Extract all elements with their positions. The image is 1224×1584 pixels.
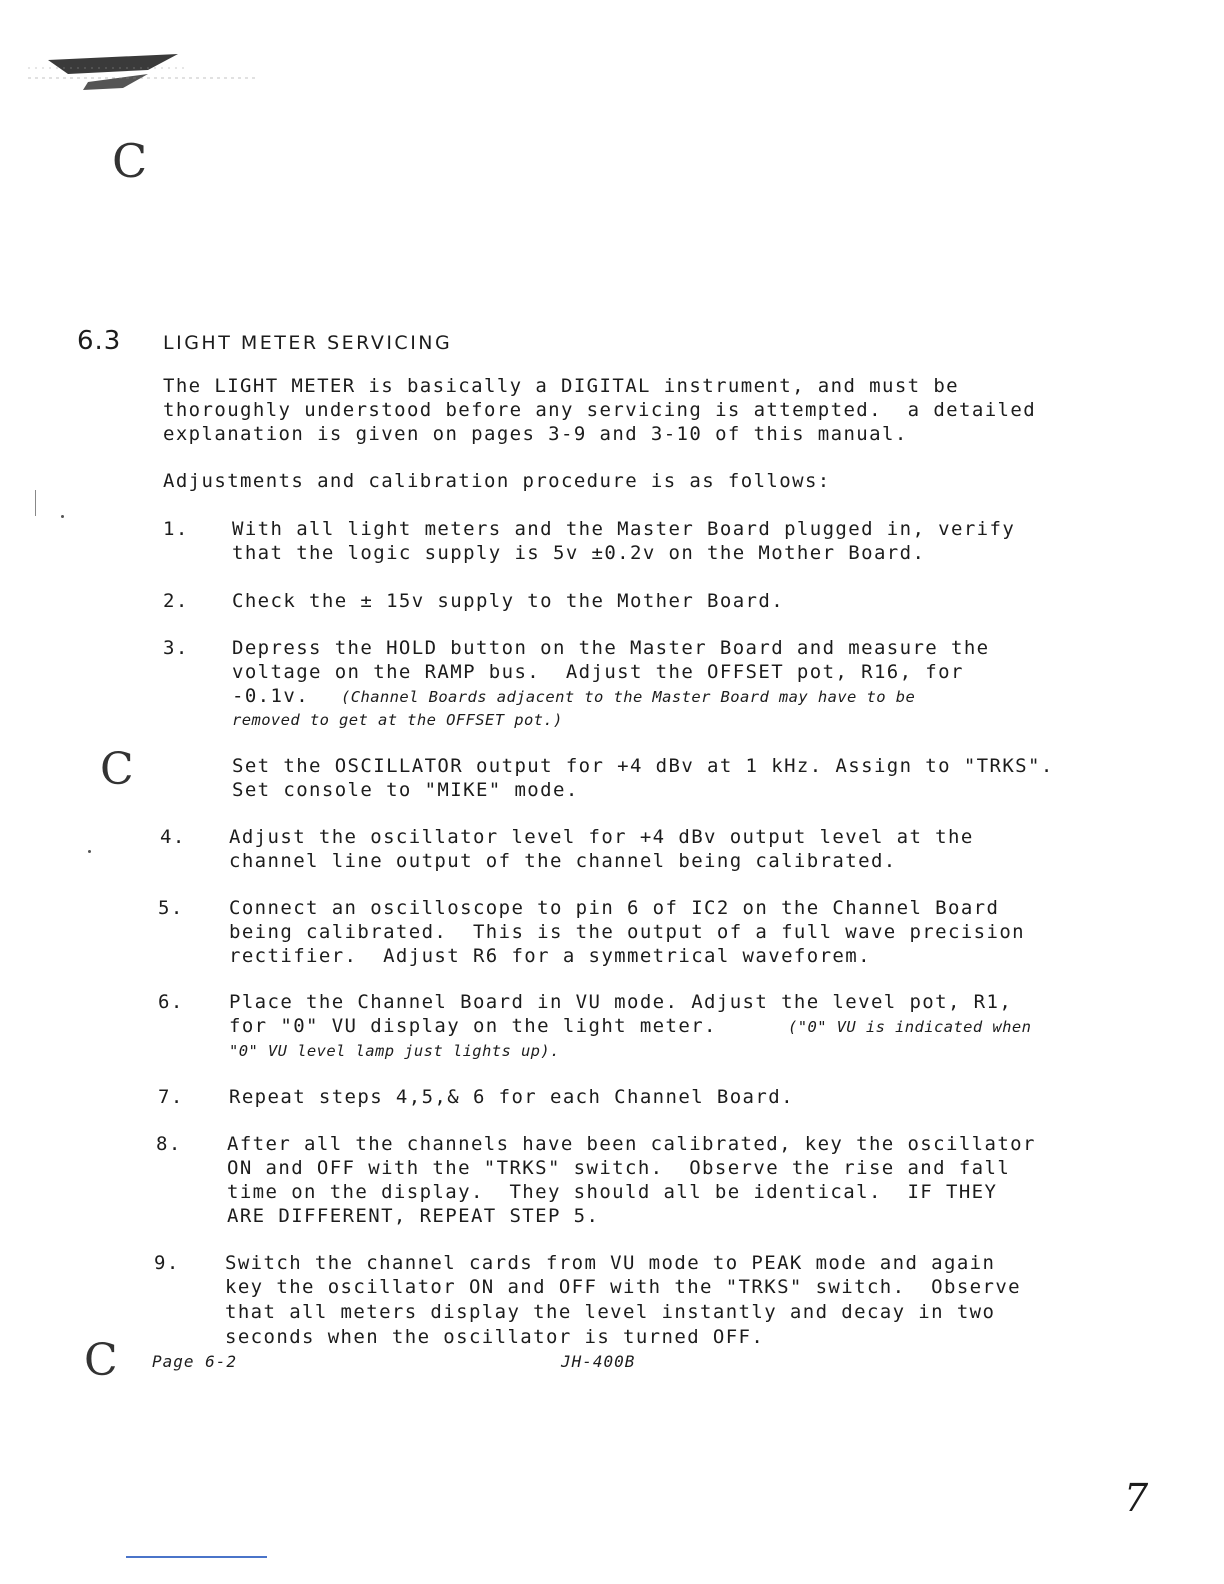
binding-hole-mark: C <box>112 134 148 188</box>
scan-artifact-top-left <box>28 48 258 108</box>
step-number: 5. <box>158 897 184 919</box>
step-text: being calibrated. This is the output of a full wave precision <box>229 921 1026 943</box>
step-note: ("0" VU is indicated when <box>788 1018 1032 1036</box>
step-number: 7. <box>158 1086 184 1108</box>
binding-hole-mark: C <box>100 744 134 795</box>
step-text: that the logic supply is 5v ±0.2v on the Mother Board. <box>232 542 926 564</box>
step-text: rectifier. Adjust R6 for a symmetrical waveforem. <box>229 945 871 967</box>
step-text: time on the display. They should all be identical. IF THEY <box>227 1181 998 1203</box>
scan-speck <box>88 850 91 853</box>
intro-line: explanation is given on pages 3-9 and 3-10 of this manual. <box>163 423 908 445</box>
step-text: Depress the HOLD button on the Master Board and measure the <box>232 637 990 659</box>
section-title: LIGHT METER SERVICING <box>163 332 453 354</box>
step-number: 6. <box>158 991 184 1013</box>
step-text: Check the ± 15v supply to the Mother Board. <box>232 590 785 612</box>
step-text: Place the Channel Board in VU mode. Adjust the level pot, R1, <box>229 991 1013 1013</box>
binding-hole-mark: C <box>84 1335 118 1386</box>
page-number: Page 6-2 <box>152 1352 238 1371</box>
step-text: Adjust the oscillator level for +4 dBv output level at the <box>229 826 974 848</box>
step-text: Set the OSCILLATOR output for +4 dBv at 1 kHz. Assign to "TRKS". <box>232 755 1054 777</box>
step-note: (Channel Boards adjacent to the Master Board may have to be <box>341 688 916 706</box>
step-text: After all the channels have been calibrated, key the oscillator <box>227 1133 1036 1155</box>
step-text: seconds when the oscillator is turned OFF. <box>225 1326 765 1348</box>
handwritten-page-mark: 7 <box>1124 1476 1149 1520</box>
scan-underline <box>126 1556 267 1558</box>
document-id: JH-400B <box>561 1352 636 1371</box>
step-number: 2. <box>163 590 189 612</box>
step-number: 9. <box>154 1252 180 1274</box>
step-text: voltage on the RAMP bus. Adjust the OFFSET pot, R16, for <box>232 661 964 683</box>
step-text: ARE DIFFERENT, REPEAT STEP 5. <box>227 1205 600 1227</box>
step-text: for "0" VU display on the light meter. <box>229 1015 717 1037</box>
step-number: 1. <box>163 518 189 540</box>
step-text: key the oscillator ON and OFF with the "TRKS" switch. Observe <box>225 1276 1022 1298</box>
scan-speck <box>61 515 64 518</box>
procedure-intro: Adjustments and calibration procedure is as follows: <box>163 470 831 492</box>
step-text: -0.1v. <box>232 685 310 707</box>
scan-speck <box>35 490 36 516</box>
step-text: With all light meters and the Master Board plugged in, verify <box>232 518 1016 540</box>
section-number: 6.3 <box>77 326 122 356</box>
step-note: "0" VU level lamp just lights up). <box>229 1042 560 1060</box>
step-note: removed to get at the OFFSET pot.) <box>232 711 563 729</box>
intro-line: thoroughly understood before any servicing is attempted. a detailed <box>163 399 1037 421</box>
step-text: Switch the channel cards from VU mode to PEAK mode and again <box>225 1252 996 1274</box>
step-text: Connect an oscilloscope to pin 6 of IC2 on the Channel Board <box>229 897 1000 919</box>
step-text: ON and OFF with the "TRKS" switch. Observe the rise and fall <box>227 1157 1011 1179</box>
step-text: that all meters display the level instantly and decay in two <box>225 1301 996 1323</box>
intro-line: The LIGHT METER is basically a DIGITAL instrument, and must be <box>163 375 960 397</box>
step-number: 3. <box>163 637 189 659</box>
step-number: 8. <box>156 1133 182 1155</box>
step-text: channel line output of the channel being calibrated. <box>229 850 897 872</box>
step-text: Set console to "MIKE" mode. <box>232 779 579 801</box>
step-number: 4. <box>160 826 186 848</box>
step-text: Repeat steps 4,5,& 6 for each Channel Board. <box>229 1086 794 1108</box>
